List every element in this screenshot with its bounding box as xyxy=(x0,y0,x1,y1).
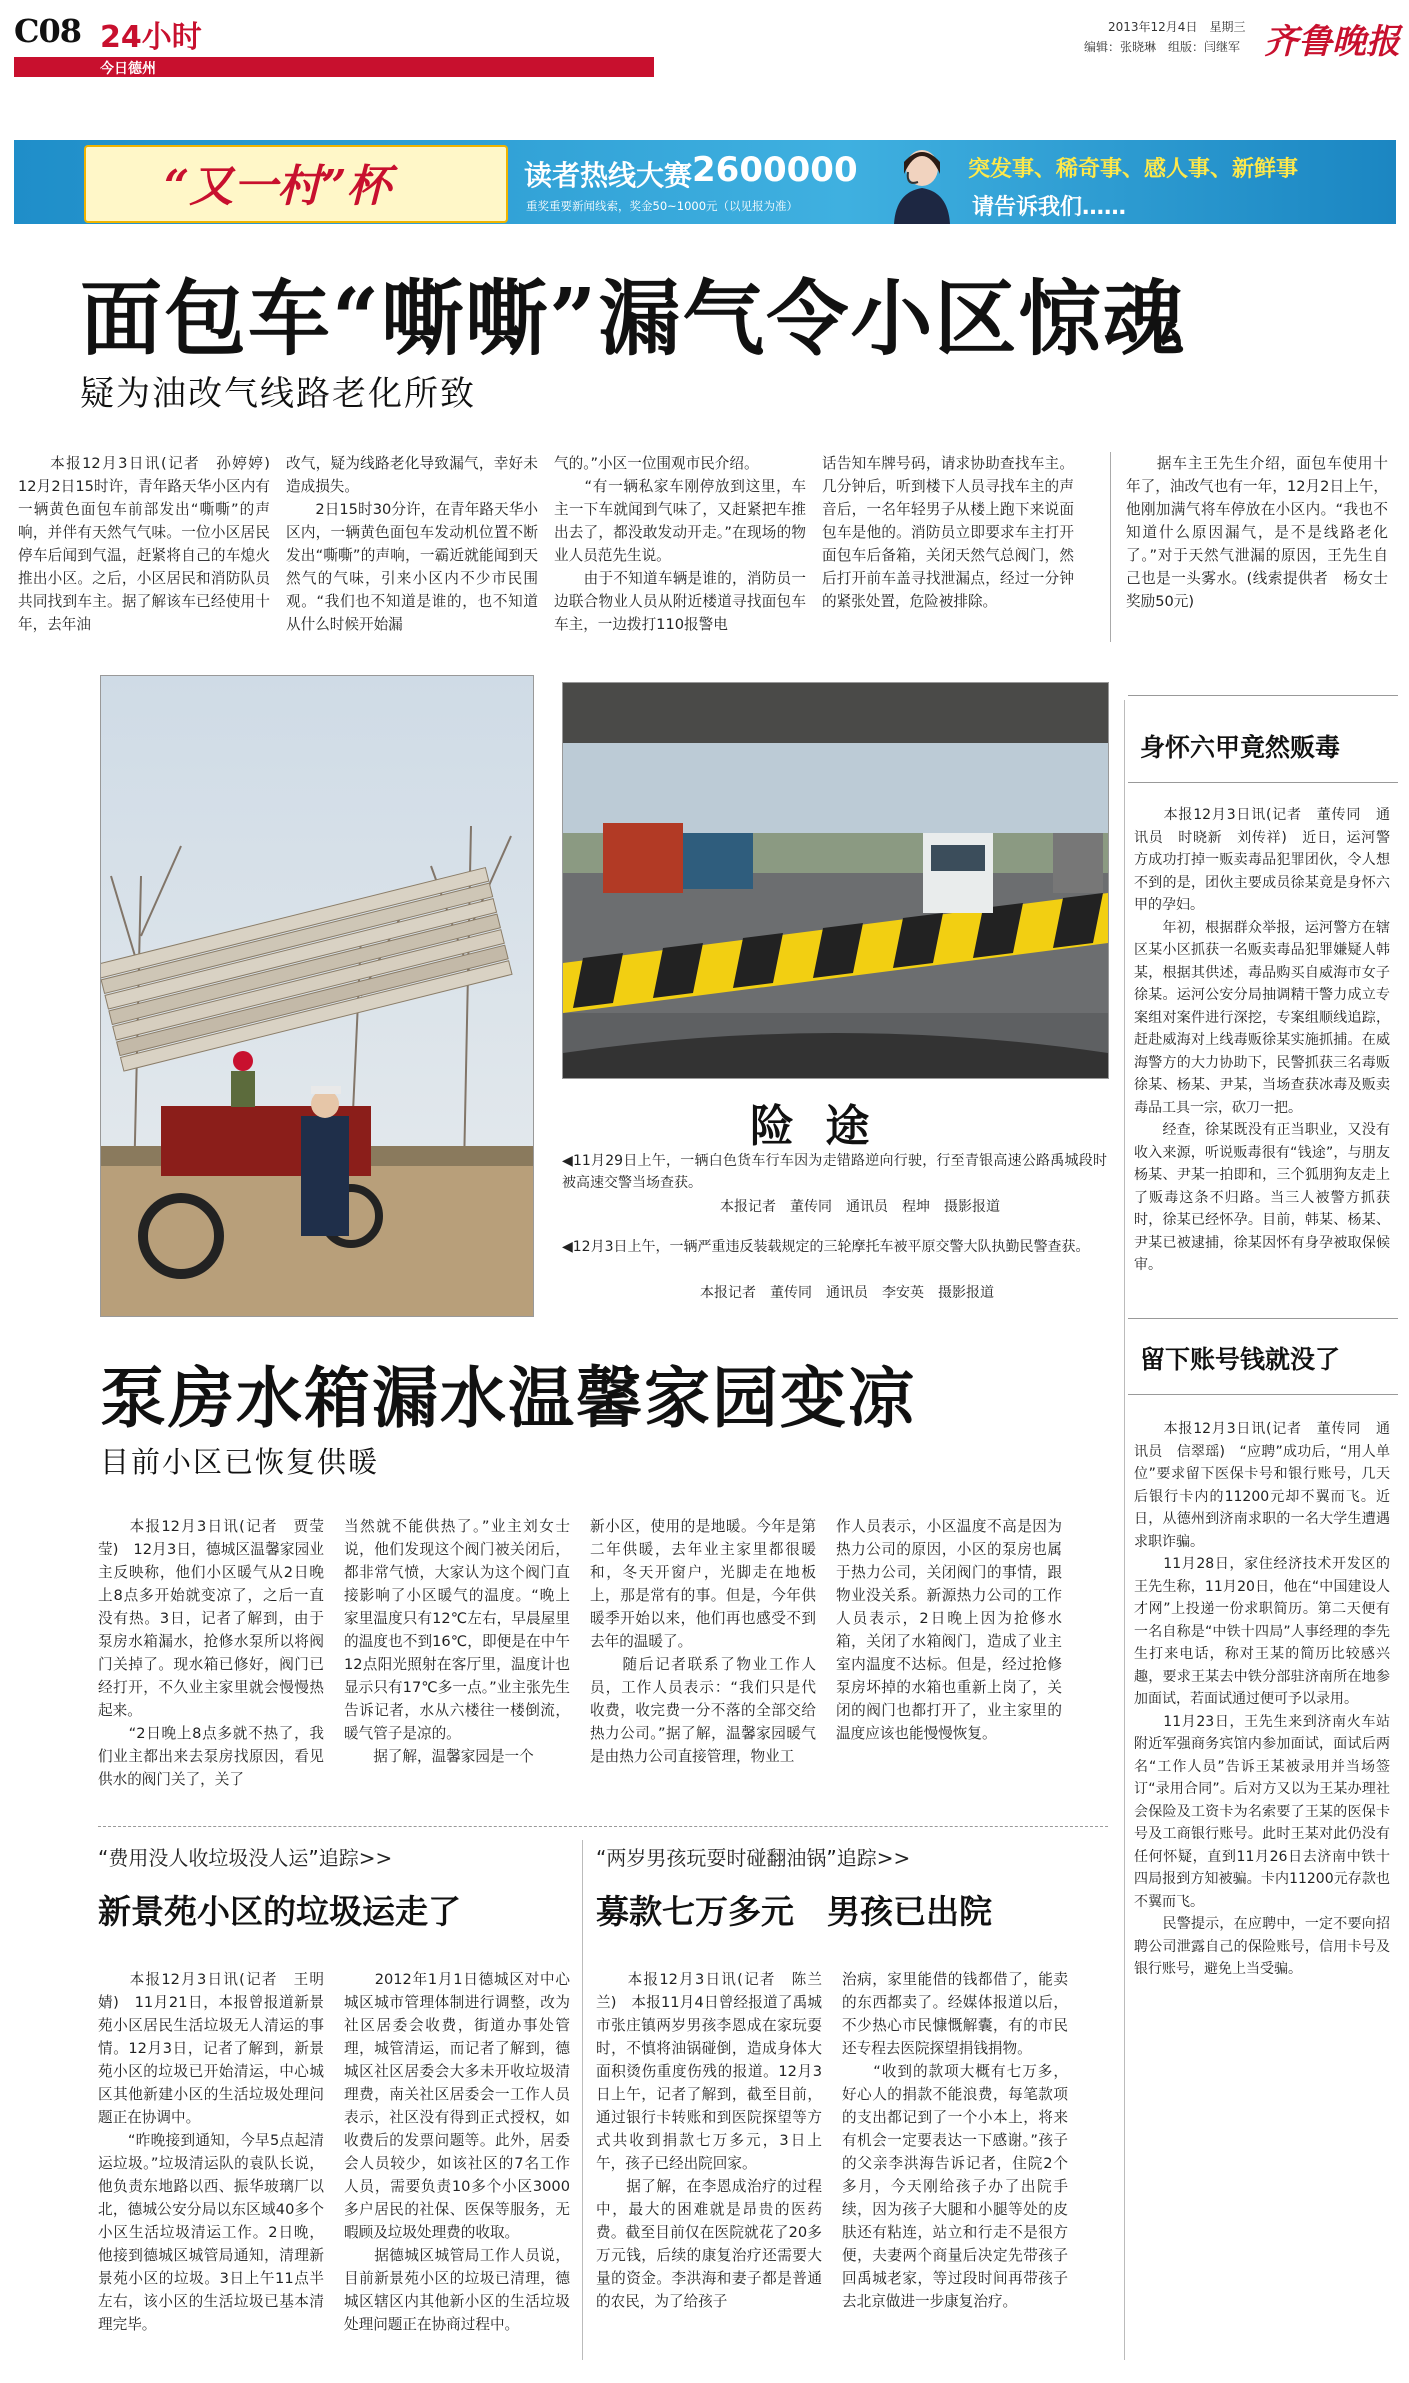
story2-col-3: 新小区，使用的是地暖。今年是第二年供暖，去年业主家里都很暖和，冬天开窗户，光脚走在地板上，那是常有的事。但是，今年供暖季开始以来，他们再也感受不到去年的温暖了。 随后记者联系了物业工作人员，工作人员表示：“我们只是代收费，收完费一分不落的全部交给热力公司。”据了解，温馨家园暖气是由热力公司直接管理，物业工 xyxy=(590,1518,816,1765)
story2-col-1: 本报12月3日讯(记者 贾莹莹) 12月3日，德城区温馨家园业主反映称，他们小区暖气从2日晚上8点多开始就变凉了，之后一直没有热。3日，记者了解到，由于泵房水箱漏水，抢修水泵所以将阀门关掉了。现水箱已修好，阀门已经打开，不久业主家里就会慢慢热起来。 “2日晚上8点多就不热了，我们业主都出来去泵房找原因，看见供水的阀门关了，关了 xyxy=(98,1518,324,1788)
story3-headline: 新景苑小区的垃圾运走了 xyxy=(98,1892,461,1931)
story4-headline: 募款七万多元 男孩已出院 xyxy=(596,1892,992,1931)
story1-subhead: 疑为油改气线路老化所致 xyxy=(80,374,476,414)
section-separator xyxy=(98,1826,1108,1827)
sidebar-title2-rule xyxy=(1128,1394,1398,1395)
story1-headline: 面包车“嘶嘶”漏气令小区惊魂 xyxy=(80,271,1187,367)
hotline-banner xyxy=(14,140,1396,224)
photo-caption-2: ◀12月3日上午，一辆严重违反装载规定的三轮摩托车被平原交警大队执勤民警查获。 xyxy=(562,1239,1090,1255)
subsection-bar xyxy=(14,57,654,77)
sidebar-top-rule xyxy=(1128,695,1398,696)
issue-date: 2013年12月4日 星期三 xyxy=(1108,20,1246,34)
sidebar-story2-text: 本报12月3日讯(记者 董传同 通讯员 信翠瑶) “应聘”成功后，“用人单位”要求留下医保卡号和银行账号，几天后银行卡内的11200元却不翼而飞。近日，从德州到济南求职的一名大学生遭遇求职诈骗。 11月28日，家住经济技术开发区的王先生称，11月20日，他在“中国建设人才网”上投递一份求职简历。第二天便有一名自称是“中铁十四局”人事经理的李先生打来电话，称对王某的简历比较感兴趣，要求王某去中铁分部驻济南所在地参加面试，若面试通过便可予以录用。 11月23日，王先生来到济南火车站附近军强商务宾馆内参加面试，面试后两名“工作人员”告诉王某被录用并当场签订“录用合同”。后对方又以为王某办理社会保险及工资卡为名索要了王某的医保卡号及工商银行账号。此时王某对此仍没有任何怀疑，直到11月26日去济南中铁十四局报到方知被骗。卡内11200元存款也不翼而飞。 民警提示，在应聘中，一定不要向招聘公司泄露自己的保险账号，信用卡号及银行账号，避免上当受骗。 xyxy=(1134,1421,1390,1977)
banner-prize-note: 重奖重要新闻线索，奖金50~1000元（以见报为准） xyxy=(526,199,799,213)
banner-slogan-1: 突发事、稀奇事、感人事、新鲜事 xyxy=(968,157,1299,182)
sidebar-title1-rule xyxy=(1128,782,1398,783)
photo-overloaded-tricycle xyxy=(100,675,534,1317)
story1-col-5: 据车主王先生介绍，面包车使用十年了，油改气也有一年，12月2日上午，他刚加满气将车停放在小区内。“我也不知道什么原因漏气，是不是线路老化了。”对于天然气泄漏的原因，王先生自己也是一头雾水。(线索提供者 杨女士 奖励50元) xyxy=(1126,455,1403,610)
story-divider xyxy=(582,1840,583,2360)
story2-col-2: 当然就不能供热了。”业主刘女士说，他们发现这个阀门被关闭后，都非常气愤，大家认为这个阀门直接影响了小区暖气的温度。“晚上家里温度只有12℃左右，早晨屋里的温度也不到16℃，即便是在中午12点阳光照射在客厅里，温度计也显示只有17℃多一点。”业主张先生告诉记者，水从六楼往一楼倒流，暖气管子是凉的。 据了解，温馨家园是一个 xyxy=(344,1518,570,1765)
story3-col-2: 2012年1月1日德城区对中心城区城市管理体制进行调整，改为社区居委会收费，街道办事处管理，城管清运，而记者了解到，德城区社区居委会大多未开收垃圾清理费，南关社区居委会一工作人员表示，社区没有得到正式授权，如收费后的发票问题等。此外，居委会人员较少，如该社区的7名工作人员，需要负责10多个小区3000多户居民的社保、医保等服务，无暇顾及垃圾处理费的收取。 据德城区城管局工作人员说，目前新景苑小区的垃圾已清理，德城区辖区内其他新小区的生活垃圾处理问题正在协商过程中。 xyxy=(344,1971,570,2333)
sidebar-story2-title: 留下账号钱就没了 xyxy=(1140,1345,1341,1374)
story4-col-2: 治病，家里能借的钱都借了，能卖的东西都卖了。经媒体报道以后，不少热心市民慷慨解囊，有的市民还专程去医院探望捐钱捐物。 “收到的款项大概有七万多，好心人的捐款不能浪费，每笔款项的支出都记到了一个小本上，将来有机会一定要表达一下感谢。”孩子的父亲李洪海告诉记者，住院2个多月，今天刚给孩子办了出院手续，因为孩子大腿和小腿等处的皮肤还有粘连，站立和行走不是很方便，夫妻两个商量后决定先带孩子回禹城老家，等过段时间再带孩子去北京做进一步康复治疗。 xyxy=(842,1971,1068,2310)
banner-slogan-2: 请告诉我们…… xyxy=(972,195,1127,220)
subsection-label: 今日德州 xyxy=(100,61,156,77)
page-code: C08 xyxy=(14,12,81,50)
sidebar-rule xyxy=(1124,700,1125,2360)
photo-credit-2: 本报记者 董传同 通讯员 李安英 摄影报道 xyxy=(700,1285,994,1301)
story2-headline: 泵房水箱漏水温馨家园变凉 xyxy=(100,1359,916,1437)
story3-col-1: 本报12月3日讯(记者 王明婧) 11月21日，本报曾报道新景苑小区居民生活垃圾无人清运的事情。12月3日，记者了解到，新景苑小区的垃圾已开始清运，中心城区其他新建小区的生活垃圾处理问题正在协调中。 “昨晚接到通知，今早5点起清运垃圾。”垃圾清运队的袁队长说，他负责东地路以西、振华玻璃厂以北，德城公安分局以东区域40多个小区生活垃圾清运工作。2日晚，他接到德城区城管局通知，清理新景苑小区的垃圾。3日上午11点半左右，该小区的生活垃圾已基本清理完毕。 xyxy=(98,1971,324,2333)
story3-kicker: “费用没人收垃圾没人运”追踪>> xyxy=(98,1846,393,1870)
sidebar-mid-rule xyxy=(1128,1318,1398,1319)
story2-col-4: 作人员表示，小区温度不高是因为热力公司的原因，小区的泵房也属于热力公司，关闭阀门的事情，跟物业没关系。新源热力公司的工作人员表示，2日晚上因为抢修水箱，关闭了水箱阀门，造成了业主室内温度不达标。但是，经过抢修泵房坏掉的水箱也重新上岗了，关闭的阀门也都打开了，业主家里的温度应该也能慢慢恢复。 xyxy=(836,1518,1062,1742)
banner-cup-title: “又一村”杯 xyxy=(164,161,391,212)
story4-kicker: “两岁男孩玩耍时碰翻油锅”追踪>> xyxy=(596,1846,911,1870)
column-rule xyxy=(1110,452,1111,642)
sidebar-story1-title: 身怀六甲竟然贩毒 xyxy=(1140,733,1341,762)
section-name: 24小时 xyxy=(100,20,202,55)
story1-col-2: 改气，疑为线路老化导致漏气，幸好未造成损失。 2日15时30分许，在青年路天华小区内，一辆黄色面包车发动机位置不断发出“嘶嘶”的声响，一霸近就能闻到天然气的气味，引来小区内不少市民围观。“我们也不知道是谁的，也不知道从什么时候开始漏 xyxy=(286,455,538,633)
story1-col-3: 气的。”小区一位围观市民介绍。 “有一辆私家车刚停放到这里，车主一下车就闻到气味了，又赶紧把车推出去了，都没敢发动开走。”在现场的物业人员范先生说。 由于不知道车辆是谁的，消防员一边联合物业人员从附近楼道寻找面包车车主，一边拨打110报警电 xyxy=(554,455,806,633)
story1-col-4: 话告知车牌号码，请求协助查找车主。几分钟后，听到楼下人员寻找车主的声音后，一名年轻男子从楼上跑下来说面包车是他的。消防员立即要求车主打开面包车后备箱，关闭天然气总阀门，然后打开前车盖寻找泄漏点，经过一分钟的紧张处置，危险被排除。 xyxy=(822,455,1074,610)
banner-contest: 读者热线大赛 xyxy=(524,159,693,192)
photo-credit-1: 本报记者 董传同 通讯员 程坤 摄影报道 xyxy=(720,1199,1000,1215)
page-header xyxy=(0,0,1409,80)
paper-logo: 齐鲁晚报 xyxy=(1264,22,1400,62)
banner-prize: 2600000 xyxy=(692,150,858,190)
story4-col-1: 本报12月3日讯(记者 陈兰兰) 本报11月4日曾经报道了禹城市张庄镇两岁男孩李恩成在家玩耍时，不慎将油锅碰倒，造成身体大面积烫伤重度伤残的报道。12月3日上午，记者了解到，截至目前，通过银行卡转账和到医院探望等方式共收到捐款七万多元，3日上午，孩子已经出院回家。 据了解，在李恩成治疗的过程中，最大的困难就是昂贵的医药费。截至目前仅在医院就花了20多万元钱，后续的康复治疗还需要大量的资金。李洪海和妻子都是普通的农民，为了给孩子 xyxy=(596,1971,822,2310)
photo-highway-truck xyxy=(562,682,1109,1079)
banner-operator-photo xyxy=(882,142,962,224)
editors: 编辑：张晓琳 组版：闫继军 xyxy=(1084,40,1241,54)
photo-caption-1: ◀11月29日上午，一辆白色货车行车因为走错路逆向行驶，行至青银高速公路禹城段时被高速交警当场查获。 xyxy=(562,1153,1107,1191)
photo-feature-title: 险 途 xyxy=(750,1101,878,1152)
story2-subhead: 目前小区已恢复供暖 xyxy=(100,1445,380,1479)
story1-col-1: 本报12月3日讯(记者 孙婷婷) 12月2日15时许，青年路天华小区内有一辆黄色面包车前部发出“嘶嘶”的声响，并伴有天然气气味。一位小区居民停车后闻到气温，赶紧将自己的车熄火推出小区。之后，小区居民和消防队员共同找到车主。据了解该车已经使用十年，去年油 xyxy=(18,455,285,633)
sidebar-story1-text: 本报12月3日讯(记者 董传同 通讯员 时晓新 刘传祥) 近日，运河警方成功打掉一贩卖毒品犯罪团伙，令人想不到的是，团伙主要成员徐某竟是身怀六甲的孕妇。 年初，根据群众举报，运河警方在辖区某小区抓获一名贩卖毒品犯罪嫌疑人韩某，根据其供述，毒品购买自威海市女子徐某。运河公安分局抽调精干警力成立专案组对案件进行深挖，专案组顺线追踪，赶赴威海对上线毒贩徐某实施抓捕。在威海警方的大力协助下，民警抓获三名毒贩徐某、杨某、尹某，当场查获冰毒及贩卖毒品工具一宗，砍刀一把。 经查，徐某既没有正当职业，又没有收入来源，听说贩毒很有“钱途”，与朋友杨某、尹某一拍即和，三个狐朋狗友走上了贩毒这条不归路。当三人被警方抓获时，徐某已经怀孕。目前，韩某、杨某、尹某已被逮捕，徐某因怀有身孕被取保候审。 xyxy=(1134,807,1390,1273)
